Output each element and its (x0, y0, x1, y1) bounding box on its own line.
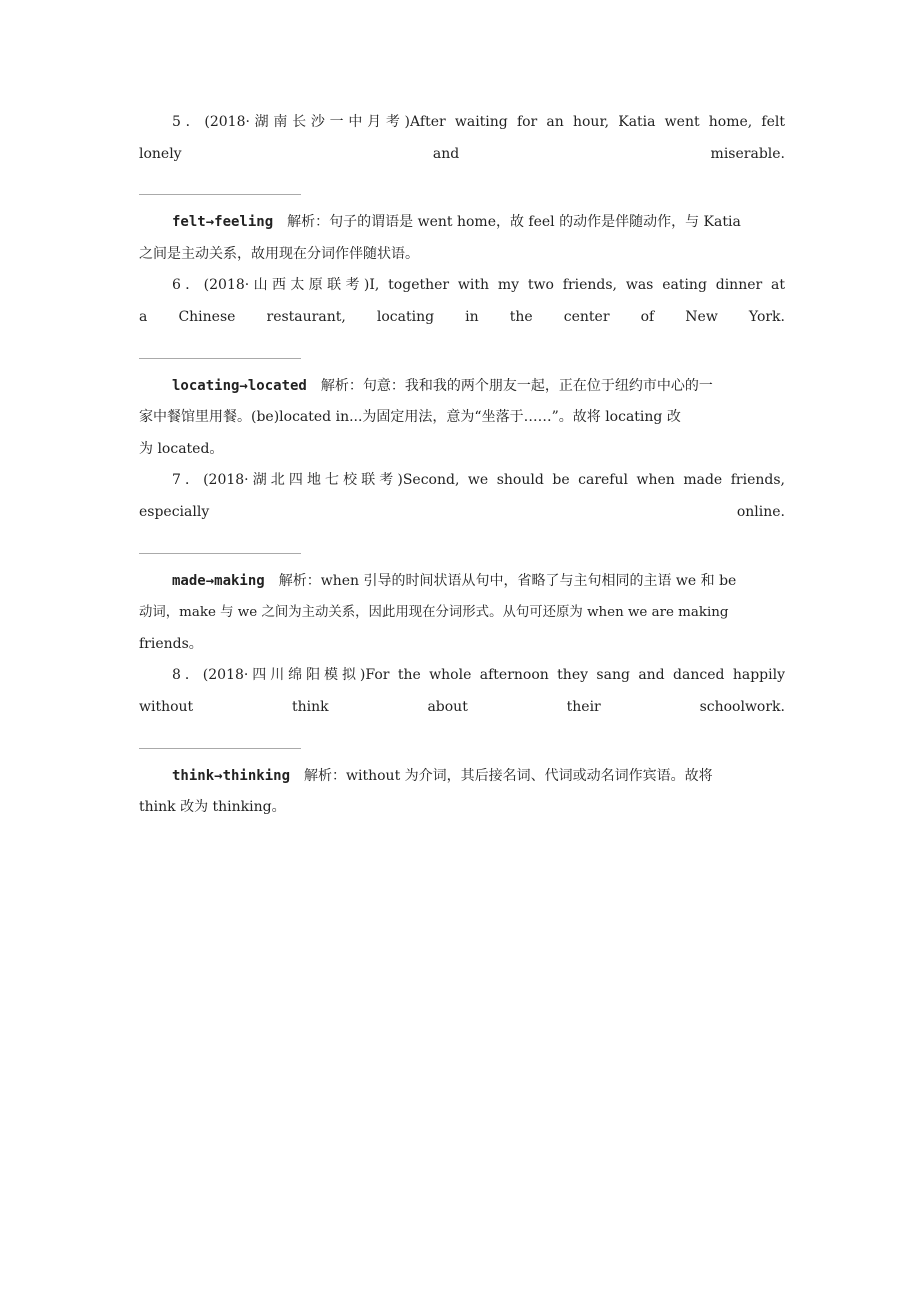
question-text: 5．(2018·湖南长沙一中月考)After waiting for an hour, Katia went home, felt (172, 114, 785, 130)
explanation: 家中餐馆里用餐。(be)located in...为固定用法，意为“坐落于……”。故将 locating 改 (139, 409, 681, 426)
answer-blank (139, 334, 785, 371)
question-text: a Chinese restaurant, locating in the center of New York. (139, 308, 785, 325)
explanation: friends。 (139, 635, 203, 652)
explanation: 解析：句意：我和我的两个朋友一起，正在位于纽约市中心的一 (320, 377, 713, 394)
question-text: without think about their schoolwork. (139, 698, 785, 715)
question-7 (139, 465, 785, 660)
explanation: 解析：句子的谓语是 went home，故 feel 的动作是伴随动作，与 Katia (287, 214, 741, 231)
answer-blank (139, 529, 785, 566)
answer-blank (139, 724, 785, 761)
explanation: 之间是主动关系，故用现在分词作伴随状语。 (139, 245, 419, 262)
question-text: 8．(2018·四川绵阳模拟)For the whole afternoon they sang and danced happily (172, 667, 785, 684)
answer: locating→located (172, 377, 307, 394)
question-text: especially online. (139, 503, 785, 520)
question-5 (139, 107, 785, 270)
blank-underline (139, 194, 301, 195)
blank-underline (139, 358, 301, 359)
question-text: lonely and miserable. (139, 145, 785, 162)
question-8 (139, 660, 785, 823)
explanation: 动词，make 与 we 之间为主动关系，因此用现在分词形式。从句可还原为 when we are making (139, 605, 729, 621)
document-body (139, 107, 785, 824)
question-6 (139, 270, 785, 465)
answer: think→thinking (172, 767, 291, 784)
question-text: 6．(2018·山西太原联考)I, together with my two friends, was eating dinner at (172, 277, 785, 294)
blank-underline (139, 553, 301, 554)
explanation: 解析：without 为介词，其后接名词、代词或动名词作宾语。故将 (304, 767, 713, 784)
question-text: 7．(2018·湖北四地七校联考)Second, we should be careful when made friends, (172, 472, 785, 489)
answer-blank (139, 170, 785, 207)
explanation: 解析：when 引导的时间状语从句中，省略了与主句相同的主语 we 和 be (278, 572, 737, 589)
explanation: think 改为 thinking。 (139, 799, 286, 816)
blank-underline (139, 748, 301, 749)
answer: made→making (172, 572, 265, 589)
answer: felt→feeling (172, 214, 274, 231)
explanation: 为 located。 (139, 440, 224, 457)
